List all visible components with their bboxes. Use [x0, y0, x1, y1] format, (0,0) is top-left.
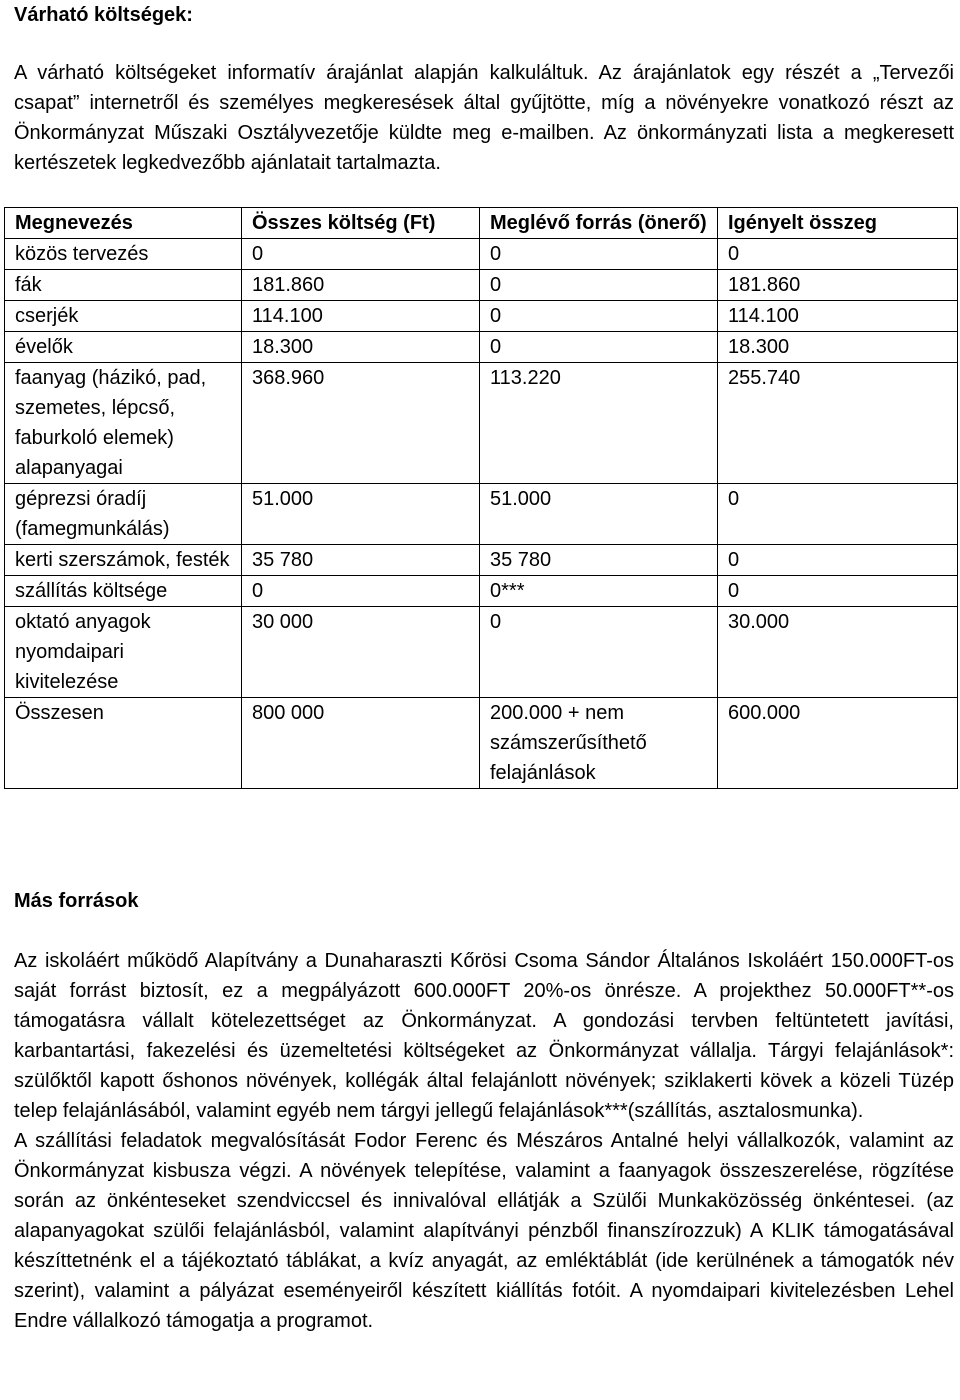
cell-item-name: kerti szerszámok, festék: [5, 545, 242, 576]
cell-own-source: 35 780: [480, 545, 718, 576]
paragraph-funding: Az iskoláért működő Alapítvány a Dunaharaszti Kőrösi Csoma Sándor Általános Iskoláért 150.000FT-os saját forrást biztosít, ez a megpályázott 600.000FT 20%-os önrésze. A projekthez 50.000FT**-os támogatásra vállalt kötelezettséget az Önkormányzat. A gondozási tervben feltüntetett javítási, karbantartási, fakezelési és üzemeltetési költségeket az Önkormányzat vállalja. Tárgyi felajánlások*: szülőktől kapott őshonos növények, kollégák által felajánlott növények; sziklakerti kövek a közeli Tüzép telep felajánlásából, valamint egyéb nem tárgyi jellegű felajánlások***(szállítás, asztalosmunka).: [14, 950, 954, 1122]
cell-item-name: évelők: [5, 332, 242, 363]
cell-total-cost: 0: [242, 239, 480, 270]
cell-own-source: 113.220: [480, 363, 718, 484]
cell-total-cost: 51.000: [242, 484, 480, 545]
cell-own-source: 0: [480, 239, 718, 270]
table-row: [5, 363, 958, 484]
intro-paragraph: A várható költségeket informatív árajánlat alapján kalkuláltuk. Az árajánlatok egy részét a „Tervezői csapat” internetről és személyes megkeresések által gyűjtötte, míg a növényekre vonatkozó részt az Önkormányzat Műszaki Osztályvezetője küldte meg e-mailben. Az önkormányzati lista a megkeresett kertészetek legkedvezőbb ajánlatait tartalmazta.: [14, 62, 954, 174]
cell-requested-amount: 114.100: [718, 301, 958, 332]
cell-total-cost: 35 780: [242, 545, 480, 576]
cell-total-cost: 800 000: [242, 698, 480, 789]
cell-requested-amount: 0: [718, 484, 958, 545]
cell-own-source: 0: [480, 270, 718, 301]
section-heading-costs: Várható költségek:: [14, 4, 193, 26]
cell-requested-amount: 255.740: [718, 363, 958, 484]
cell-requested-amount: 181.860: [718, 270, 958, 301]
cell-total-cost: 0: [242, 576, 480, 607]
table-row: [5, 301, 958, 332]
cell-requested-amount: 600.000: [718, 698, 958, 789]
header-osszes-koltseg: Összes költség (Ft): [242, 208, 480, 239]
header-igenyelt-osszeg: Igényelt összeg: [718, 208, 958, 239]
table-row: [5, 332, 958, 363]
cell-requested-amount: 0: [718, 545, 958, 576]
cell-item-name: cserjék: [5, 301, 242, 332]
table-row: [5, 484, 958, 545]
header-megnevezes: Megnevezés: [5, 208, 242, 239]
cell-requested-amount: 0: [718, 239, 958, 270]
cell-item-name: géprezsi óradíj (famegmunkálás): [5, 484, 242, 545]
cell-own-source: 0***: [480, 576, 718, 607]
cell-item-name: Összesen: [5, 698, 242, 789]
cell-requested-amount: 0: [718, 576, 958, 607]
cell-item-name: oktató anyagok nyomdaipari kivitelezése: [5, 607, 242, 698]
cell-own-source: 200.000 + nem számszerűsíthető felajánlások: [480, 698, 718, 789]
table-row: [5, 576, 958, 607]
table-row: [5, 698, 958, 789]
header-meglevo-forras: Meglévő forrás (önerő): [480, 208, 718, 239]
table-row: [5, 545, 958, 576]
cell-total-cost: 114.100: [242, 301, 480, 332]
cell-total-cost: 18.300: [242, 332, 480, 363]
cell-own-source: 51.000: [480, 484, 718, 545]
cell-total-cost: 181.860: [242, 270, 480, 301]
cell-item-name: fák: [5, 270, 242, 301]
cell-item-name: szállítás költsége: [5, 576, 242, 607]
section-heading-other-sources: Más források: [14, 890, 139, 912]
cell-total-cost: 30 000: [242, 607, 480, 698]
table-row: [5, 239, 958, 270]
table-header-row: [5, 208, 958, 239]
cell-own-source: 0: [480, 332, 718, 363]
table-row: [5, 607, 958, 698]
cell-item-name: faanyag (házikó, pad, szemetes, lépcső, faburkoló elemek) alapanyagai: [5, 363, 242, 484]
cell-own-source: 0: [480, 607, 718, 698]
cell-total-cost: 368.960: [242, 363, 480, 484]
cell-requested-amount: 18.300: [718, 332, 958, 363]
cell-requested-amount: 30.000: [718, 607, 958, 698]
other-sources-body: [14, 946, 954, 1336]
paragraph-logistics: A szállítási feladatok megvalósítását Fodor Ferenc és Mészáros Antalné helyi vállalkozók, valamint az Önkormányzat kisbusza végzi. A növények telepítése, valamint a faanyagok összeszerelése, rögzítése során az önkénteseket szendviccsel és innivalóval ellátják a Szülői Munkaközösség önkéntesei. (az alapanyagokat szülői felajánlásból, valamint alapítványi pénzből finanszírozzuk) A KLIK támogatásával készíttetnénk el a tájékoztató táblákat, a kvíz anyagát, az emléktáblát (ide kerülnének a támogatók név szerint), valamint a pályázat eseményeiről készített kiállítás fotóit. A nyomdaipari kivitelezésben Lehel Endre vállalkozó támogatja a programot.: [14, 1130, 954, 1332]
cost-table: [4, 207, 958, 789]
cell-own-source: 0: [480, 301, 718, 332]
cell-item-name: közös tervezés: [5, 239, 242, 270]
table-row: [5, 270, 958, 301]
